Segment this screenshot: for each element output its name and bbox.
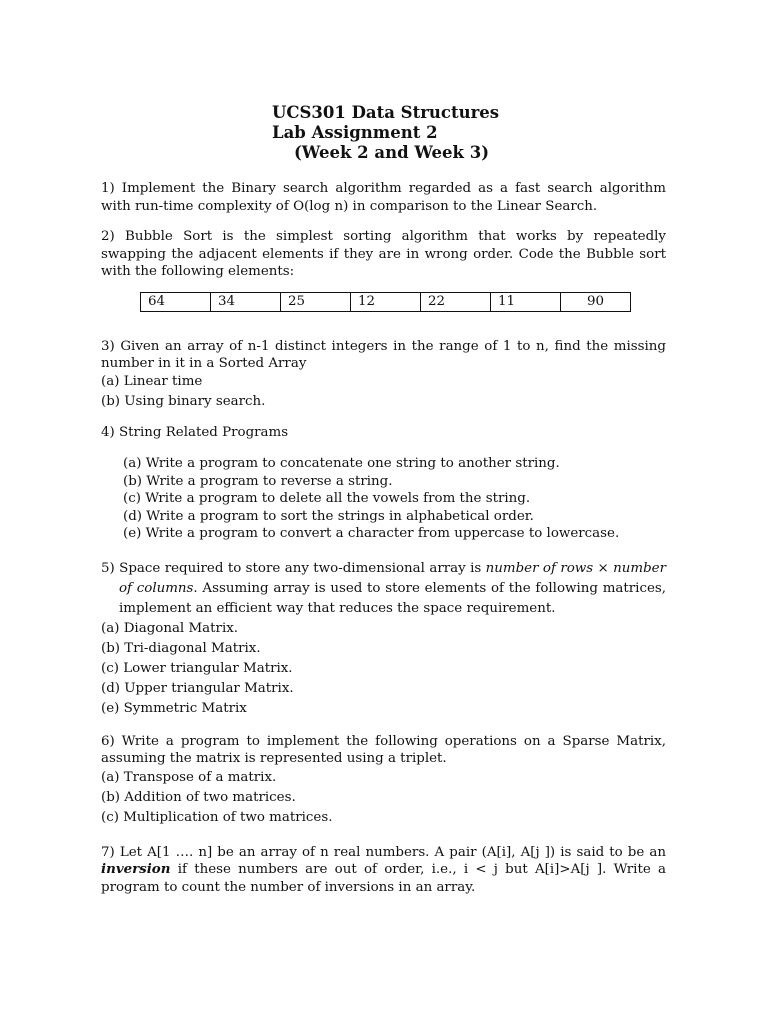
list-item: (a) Transpose of a matrix.: [101, 769, 277, 785]
array-cell: 90: [561, 292, 631, 311]
array-cell: 64: [141, 292, 211, 311]
list-item: (c) Multiplication of two matrices.: [101, 809, 333, 825]
array-cell: 34: [211, 292, 281, 311]
question-2: 2) Bubble Sort is the simplest sorting algorithm that works by repeatedly swapping the adjacent elements if they are in wrong order. Code the Bubble sort with the following elements:: [101, 229, 666, 279]
list-item: (a) Diagonal Matrix.: [101, 620, 239, 636]
question-7-term: inversion: [101, 861, 171, 877]
question-3: [101, 338, 666, 411]
question-1: 1) Implement the Binary search algorithm regarded as a fast search algorithm with run-time complexity of O(log n) in comparison to the Linear Search.: [101, 181, 666, 214]
question-7-prefix: 7) Let A[1 …. n] be an array of n real numbers. A pair (A[i], A[j ]) is said to be an: [101, 844, 666, 860]
array-cell: 12: [351, 292, 421, 311]
list-item: (e) Symmetric Matrix: [101, 700, 247, 716]
question-7: [101, 844, 666, 897]
list-item: (d) Upper triangular Matrix.: [101, 680, 294, 696]
question-4-list: [101, 455, 666, 543]
question-3-part-b: (b) Using binary search.: [101, 394, 266, 409]
assignment-title: Lab Assignment 2: [272, 123, 438, 142]
list-item: (b) Addition of two matrices.: [101, 789, 296, 805]
weeks-subtitle: (Week 2 and Week 3): [294, 143, 490, 162]
array-cell: 11: [491, 292, 561, 311]
question-4-text: 4) String Related Programs: [101, 424, 289, 440]
course-title: UCS301 Data Structures: [272, 103, 500, 122]
question-5-suffix: . Assuming array is used to store elements of the following matrices, implement an efficient way that reduces the space requirement.: [119, 580, 666, 616]
question-5-text: [101, 559, 666, 619]
array-cell: 25: [281, 292, 351, 311]
list-item: (e) Write a program to convert a character from uppercase to lowercase.: [123, 526, 620, 541]
bubble-sort-elements-table: [140, 292, 631, 312]
question-7-suffix: if these numbers are out of order, i.e., i < j but A[i]>A[j ]. Write a program to count the number of inversions in an array.: [101, 862, 666, 895]
question-3-part-a: (a) Linear time: [101, 373, 203, 389]
document-header: [272, 103, 499, 163]
list-item: (a) Write a program to concatenate one string to another string.: [123, 456, 560, 471]
list-item: (c) Write a program to delete all the vowels from the string.: [123, 491, 531, 506]
list-item: (d) Write a program to sort the strings in alphabetical order.: [123, 508, 534, 524]
question-5: [101, 559, 666, 719]
array-cell: 22: [421, 292, 491, 311]
list-item: (b) Write a program to reverse a string.: [123, 473, 393, 489]
question-6-text: 6) Write a program to implement the following operations on a Sparse Matrix, assuming the matrix is represented using a triplet.: [101, 733, 666, 766]
question-4: [101, 424, 666, 543]
list-item: (b) Tri-diagonal Matrix.: [101, 640, 261, 656]
question-5-prefix: 5) Space required to store any two-dimensional array is: [101, 560, 486, 576]
document-body: [101, 180, 666, 896]
table-row: [141, 292, 631, 311]
question-6: [101, 733, 666, 828]
question-3-text: 3) Given an array of n-1 distinct integers in the range of 1 to n, find the missing number in it in a Sorted Array: [101, 338, 666, 371]
question-5-math: number of rows × number of columns: [119, 560, 666, 596]
list-item: (c) Lower triangular Matrix.: [101, 660, 293, 676]
